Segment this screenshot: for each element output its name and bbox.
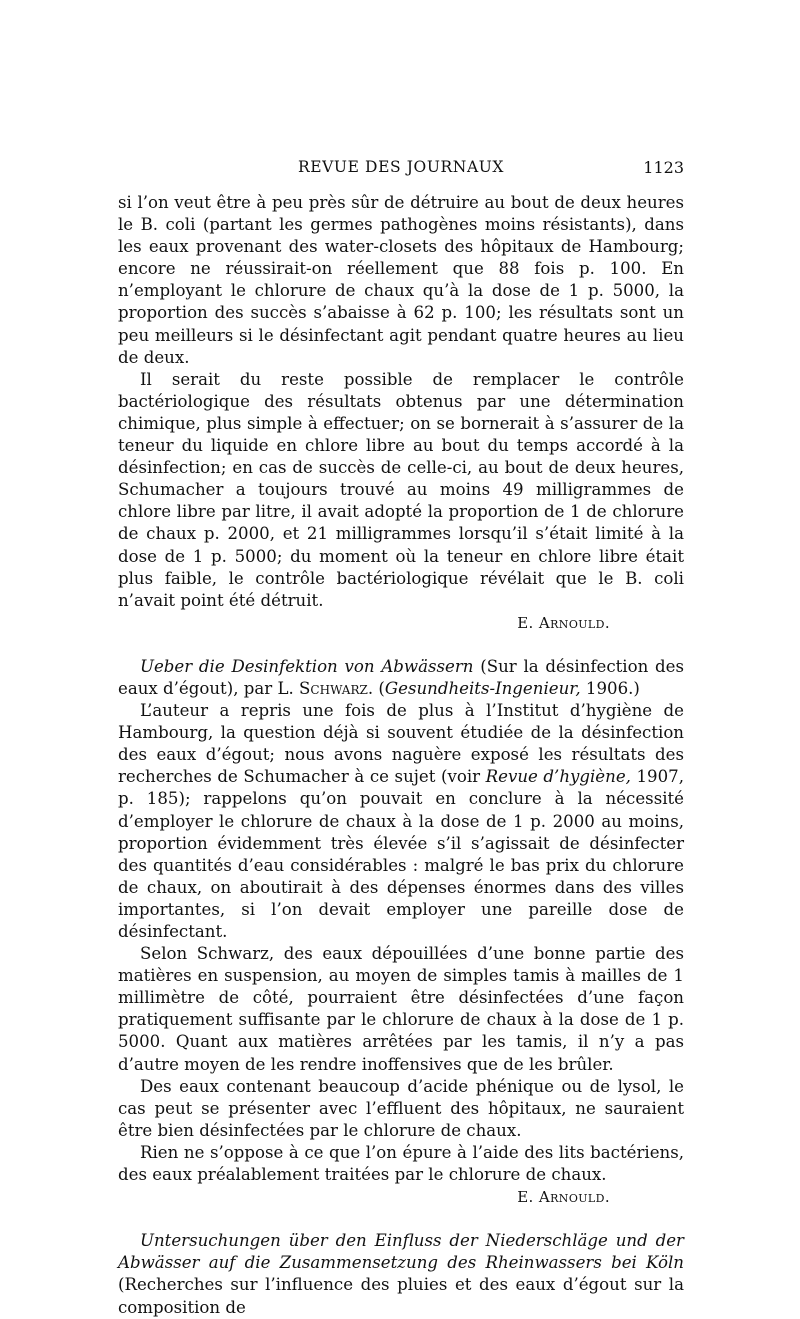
paragraph: Rien ne s’oppose à ce que l’on épure à l’aide des lits bactériens, des eaux préalablement traitées par le chlorure de chaux. bbox=[118, 1142, 684, 1185]
paragraph-text: L’auteur a repris une fois de plus à l’Institut d’hygiène de Hambourg, la question déjà si souvent étudiée de la désinfection des eaux d’égout; nous avons naguère exposé les résultats des recherches de Schumacher à ce sujet (voir bbox=[118, 701, 684, 787]
author-initial: S bbox=[299, 678, 311, 698]
signature bbox=[118, 1186, 684, 1208]
signature-initial: E. A bbox=[517, 1188, 551, 1207]
paragraph: Selon Schwarz, des eaux dépouillées d’une bonne partie des matières en suspension, au moyen de simples tamis à mailles de 1 millimètre de côté, pourraient être désinfectées d’une façon pratiquement suffisante par le chlorure de chaux à la dose de 1 p. 5000. Quant aux matières arrêtées par les tamis, il n’y a pas d’autre moyen de les rendre inoffensives que de les brûler. bbox=[118, 944, 684, 1074]
signature-name: rnould. bbox=[550, 1188, 610, 1207]
page-number: 1123 bbox=[643, 158, 684, 177]
source-year: 1906.) bbox=[580, 678, 640, 698]
cited-journal: Revue d’hygiène, bbox=[485, 767, 631, 787]
article-body bbox=[118, 192, 684, 1319]
paragraph: si l’on veut être à peu près sûr de détruire au bout de deux heures le B. coli (partant les germes pathogènes moins résistants), dans les eaux provenant des water-closets des hôpitaux de Hambourg; encore ne réussirait-on réellement que 88 fois p. 100. En n’employant le chlorure de chaux qu’à la dose de 1 p. 5000, la proportion des succès s’abaisse à 62 p. 100; les résultats sont un peu meilleurs si le désinfectant agit pendant quatre heures au lieu de deux. bbox=[118, 193, 684, 367]
author-name: chwarz bbox=[310, 678, 368, 698]
section-gap bbox=[118, 634, 684, 656]
journal-title: REVUE DES JOURNAUX bbox=[297, 158, 505, 176]
signature-initial: E. A bbox=[517, 613, 551, 632]
source-pre: . ( bbox=[367, 678, 385, 698]
paragraph: Des eaux contenant beaucoup d’acide phénique ou de lysol, le cas peut se présenter avec l’effluent des hôpitaux, ne sauraient être bien désinfectées par le chlorure de chaux. bbox=[118, 1076, 684, 1140]
section-gap bbox=[118, 1208, 684, 1230]
running-header bbox=[118, 158, 684, 182]
review-title: Ueber die Desinfektion von Abwässern bbox=[140, 656, 474, 676]
source-journal: Gesundheits-Ingenieur, bbox=[384, 678, 581, 698]
review-title: Untersuchungen über den Einfluss der Niederschläge und der Abwässer auf die Zusammensetzung des Rheinwassers bei Köln bbox=[118, 1231, 684, 1273]
signature bbox=[118, 612, 684, 634]
review-heading bbox=[118, 1230, 684, 1318]
review-title-translation: (Sur la désinfection des eaux d’égout), par L. bbox=[118, 656, 685, 698]
paragraph bbox=[118, 700, 684, 943]
signature-name: rnould. bbox=[550, 613, 610, 632]
review-title-translation: (Recherches sur l’influence des pluies et des eaux d’égout sur la composition de bbox=[118, 1275, 684, 1317]
paragraph-text: 1907, p. 185); rappelons qu’on pouvait en conclure à la nécessité d’employer le chlorure de chaux à la dose de 1 p. 2000 au moins, proportion évidemment très élevée s’il s’agissait de désinfecter des quantités d’eau considérables : malgré le bas prix du chlorure de chaux, on aboutirait à des dépenses énormes dans des villes importantes, si l’on devait employer une pareille dose de désinfectant. bbox=[118, 767, 685, 941]
review-heading bbox=[118, 656, 684, 700]
paragraph: Il serait du reste possible de remplacer le contrôle bactériologique des résultats obtenus par une détermination chimique, plus simple à effectuer; on se bornerait à s’assurer de la teneur du liquide en chlore libre au bout du temps accordé à la désinfection; en cas de succès de celle-ci, au bout de deux heures, Schumacher a toujours trouvé au moins 49 milligrammes de chlore libre par litre, il avait adopté la proportion de 1 de chlorure de chaux p. 2000, et 21 milligrammes lorsqu’il s’était limité à la dose de 1 p. 5000; du moment où la teneur en chlore libre était plus faible, le contrôle bactériologique révélait que le B. coli n’avait point été détruit. bbox=[118, 369, 684, 610]
